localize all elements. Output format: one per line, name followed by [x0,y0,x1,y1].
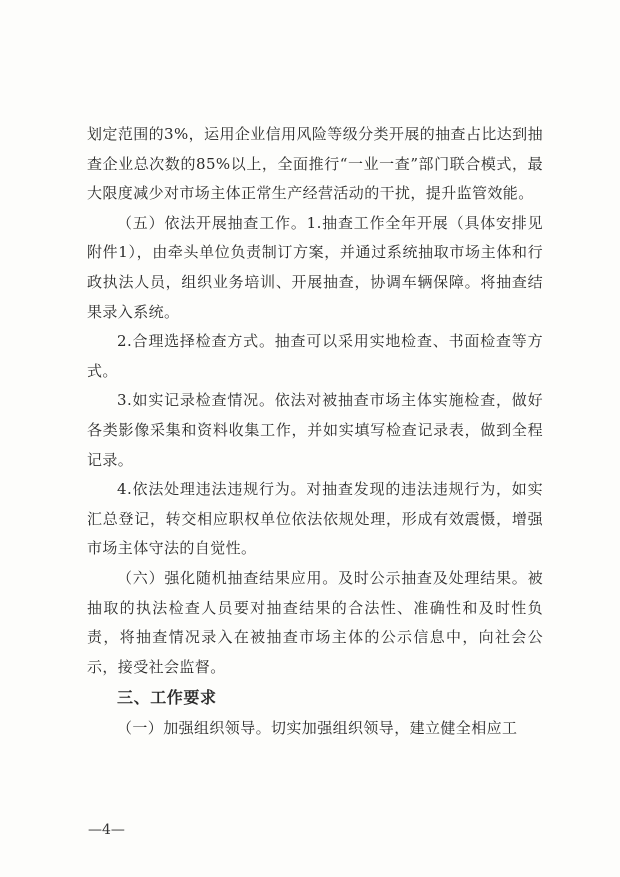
paragraph-inspection-method: 2.合理选择检查方式。抽查可以采用实地检查、书面检查等方式。 [87,332,543,380]
document-body [87,120,543,744]
paragraph-conduct-inspection: （五）依法开展抽查工作。1.抽查工作全年开展（具体安排见附件1），由牵头单位负责制订方案，并通过系统抽取市场主体和行政执法人员，组织业务培训、开展抽查，协调车辆保障。将抽查结果录入系统。 [87,213,543,321]
paragraph-result-application: （六）强化随机抽查结果应用。及时公示抽查及处理结果。被抽取的执法检查人员要对抽查结果的合法性、准确性和及时性负责，将抽查情况录入在被抽查市场主体的公示信息中，向社会公示，接受社会监督。 [87,568,543,676]
paragraph-continuation: 划定范围的3%，运用企业信用风险等级分类开展的抽查占比达到抽查企业总次数的85%以上，全面推行“一业一查”部门联合模式，最大限度减少对市场主体正常生产经营活动的干扰，提升监管效能。 [87,125,543,203]
paragraph-record-inspection: 3.如实记录检查情况。依法对被抽查市场主体实施检查，做好各类影像采集和资料收集工作，并如实填写检查记录表，做到全程记录。 [87,391,543,469]
page-number: —4— [88,822,125,838]
paragraph-handle-violations: 4.依法处理违法违规行为。对抽查发现的违法违规行为，如实汇总登记，转交相应职权单位依法依规处理，形成有效震慑，增强市场主体守法的自觉性。 [87,480,543,558]
section-heading: 三、工作要求 [117,688,217,708]
paragraph-organization-leadership: （一）加强组织领导。切实加强组织领导，建立健全相应工 [117,719,518,738]
